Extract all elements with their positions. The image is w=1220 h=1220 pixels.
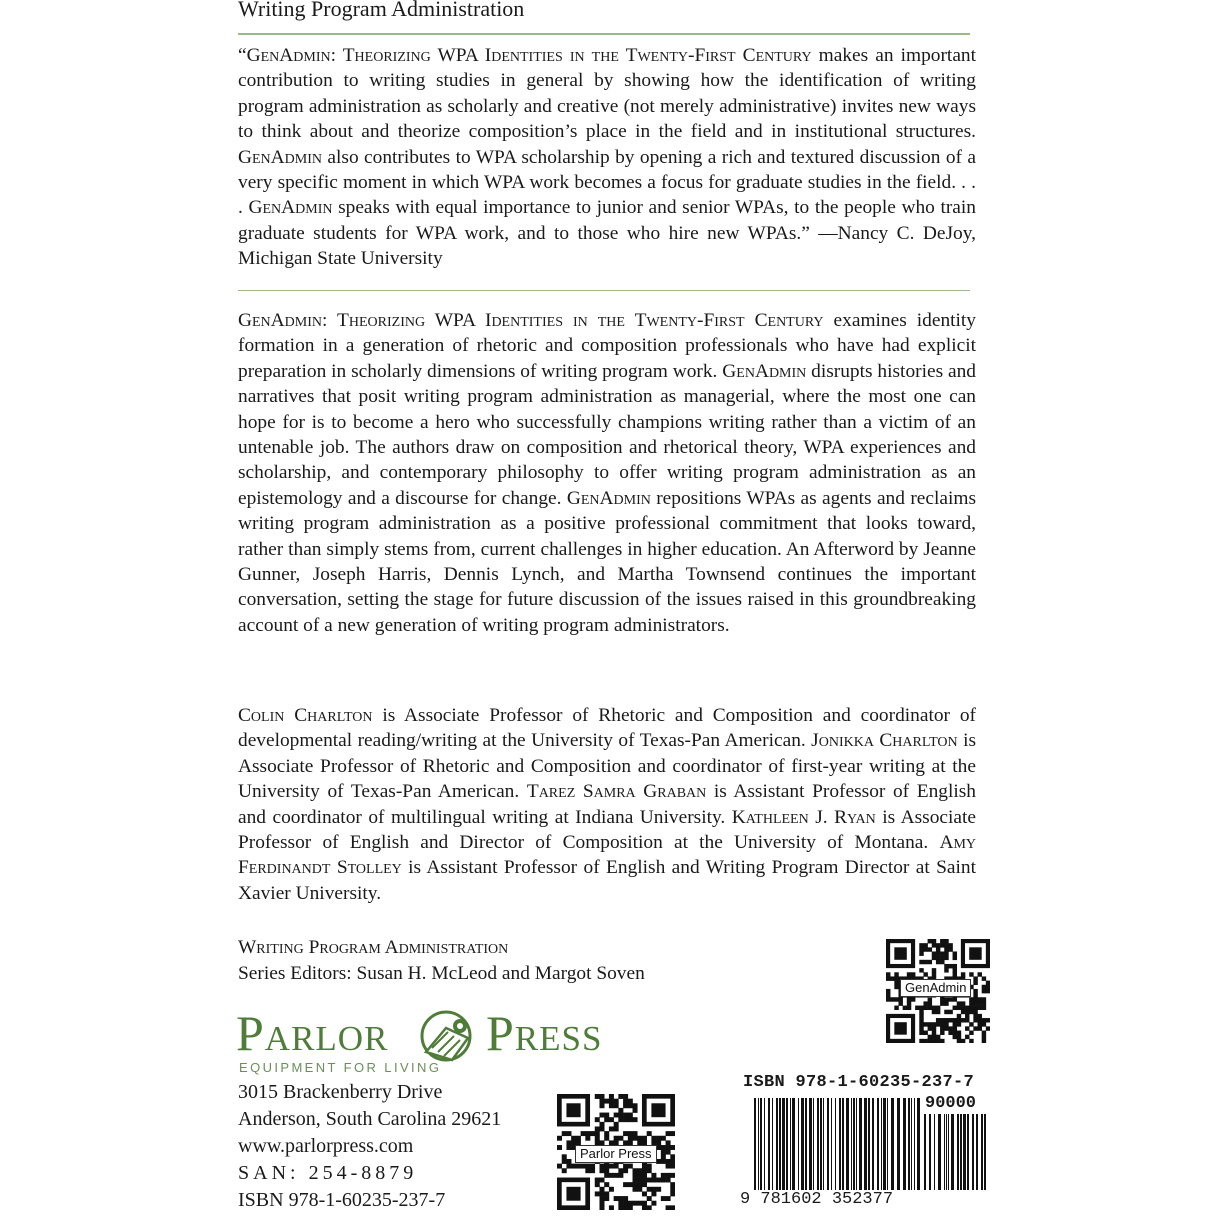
divider-middle [238,290,970,291]
qr-label: GenAdmin [900,979,971,997]
author-name: Tarez Samra Graban [526,781,707,803]
qr-code-genadmin[interactable] [886,939,990,1043]
barcode-addon-text: 90000 [925,1094,977,1113]
author-name: Amy Ferdinandt Stolley [238,832,976,879]
author-name: Jonikka Charlton [811,730,958,752]
logo-parlor: Parlor [236,1005,389,1061]
series-name: Writing Program Administration [238,937,509,958]
book-title: GenAdmin: Theorizing WPA Identities in the Twenty-First Century [246,45,812,66]
barcode-isbn-text: ISBN 978-1-60235-237-7 [743,1073,975,1092]
publisher-san: SAN: 254-8879 [238,1162,418,1184]
qr-code-parlor-press[interactable] [557,1094,675,1210]
author-bios: Colin Charlton is Associate Professor of Rhetoric and Composition and coordinator of developmental reading/writing at the University of Texas-Pan American. Jonikka Charlton is Associate Professor of Rhetoric and Composition and coordinator of first-year writing at the University of Texas-Pan American. Tarez Samra Graban is Assistant Professor of English and coordinator of multilingual writing at Indiana University. Kathleen J. Ryan is Associate Professor of English and Director of Composition at the University of Montana. Amy Ferdinandt Stolley is Assistant Professor of English and Writing Program Director at Saint Xavier University. [238,705,977,904]
series-info [238,935,645,987]
addon-bars-icon [924,1114,988,1190]
barcode-digits: 9 781602 352377 [740,1190,894,1209]
author-name: Kathleen J. Ryan [731,806,876,828]
book-description: GenAdmin: Theorizing WPA Identities in the Twenty-First Century examines identity formation in a generation of rhetoric and composition professionals who have had explicit preparation in scholarly dimensions of writing program work. GenAdmin disrupts histories and narratives that posit writing program administration as managerial, where the most one can hope for is to become a hero who successfully champions writing rather than a victim of an untenable job. The authors draw on composition and rhetorical theory, WPA experiences and scholarship, and contemporary philosophy to offer writing program administration as an epistemology and a discourse for change. GenAdmin repositions WPAs as agents and reclaims writing program administration as a positive professional commitment that looks toward, rather than simply stems from, current challenges in higher education. An Afterword by Jeanne Gunner, Joseph Harris, Dennis Lynch, and Martha Townsend continues the important conversation, setting the stage for future discussion of the issues raised in this groundbreaking account of a new generation of writing program administrators. [238,310,977,636]
series-header: Writing Program Administration [238,0,525,21]
address-line-2: Anderson, South Carolina 29621 [238,1108,502,1130]
endorsement-quote: “GenAdmin: Theorizing WPA Identities in the Twenty-First Century makes an important contribution to writing studies in general by showing how the identification of writing program administration as scholarly and creative (not merely administrative) invites new ways to think about and theorize composition’s place in the field and in institutional structures. GenAdmin also contributes to WPA scholarship by opening a rich and textured discussion of a very specific moment in which WPA work becomes a focus for graduate studies in the field. . . . GenAdmin speaks with equal importance to junior and senior WPAs, to the people who train graduate students for WPA work, and to those who hire new WPAs.” —Nancy C. DeJoy, Michigan State University [238,45,977,270]
book-title: GenAdmin: Theorizing WPA Identities in the Twenty-First Century [238,310,824,331]
logo-press-emblem-icon [422,1012,470,1060]
quote-attribution: —Nancy C. DeJoy, Michigan State University [238,222,976,270]
publisher-address [238,1079,501,1214]
address-line-1: 3015 Brackenberry Drive [238,1081,443,1103]
publisher-website[interactable]: www.parlorpress.com [238,1135,414,1157]
publisher-isbn: ISBN 978-1-60235-237-7 [238,1189,446,1211]
parlor-press-logo [236,1004,628,1084]
divider-top [238,33,970,35]
isbn-barcode [740,1072,992,1212]
series-editors: Series Editors: Susan H. McLeod and Margot Soven [238,963,645,984]
logo-tagline: EQUIPMENT FOR LIVING [239,1060,442,1075]
barcode-bars-icon [754,1098,920,1192]
qr-label: Parlor Press [575,1145,657,1163]
logo-press: Press [486,1005,603,1061]
author-name: Colin Charlton [238,705,373,726]
